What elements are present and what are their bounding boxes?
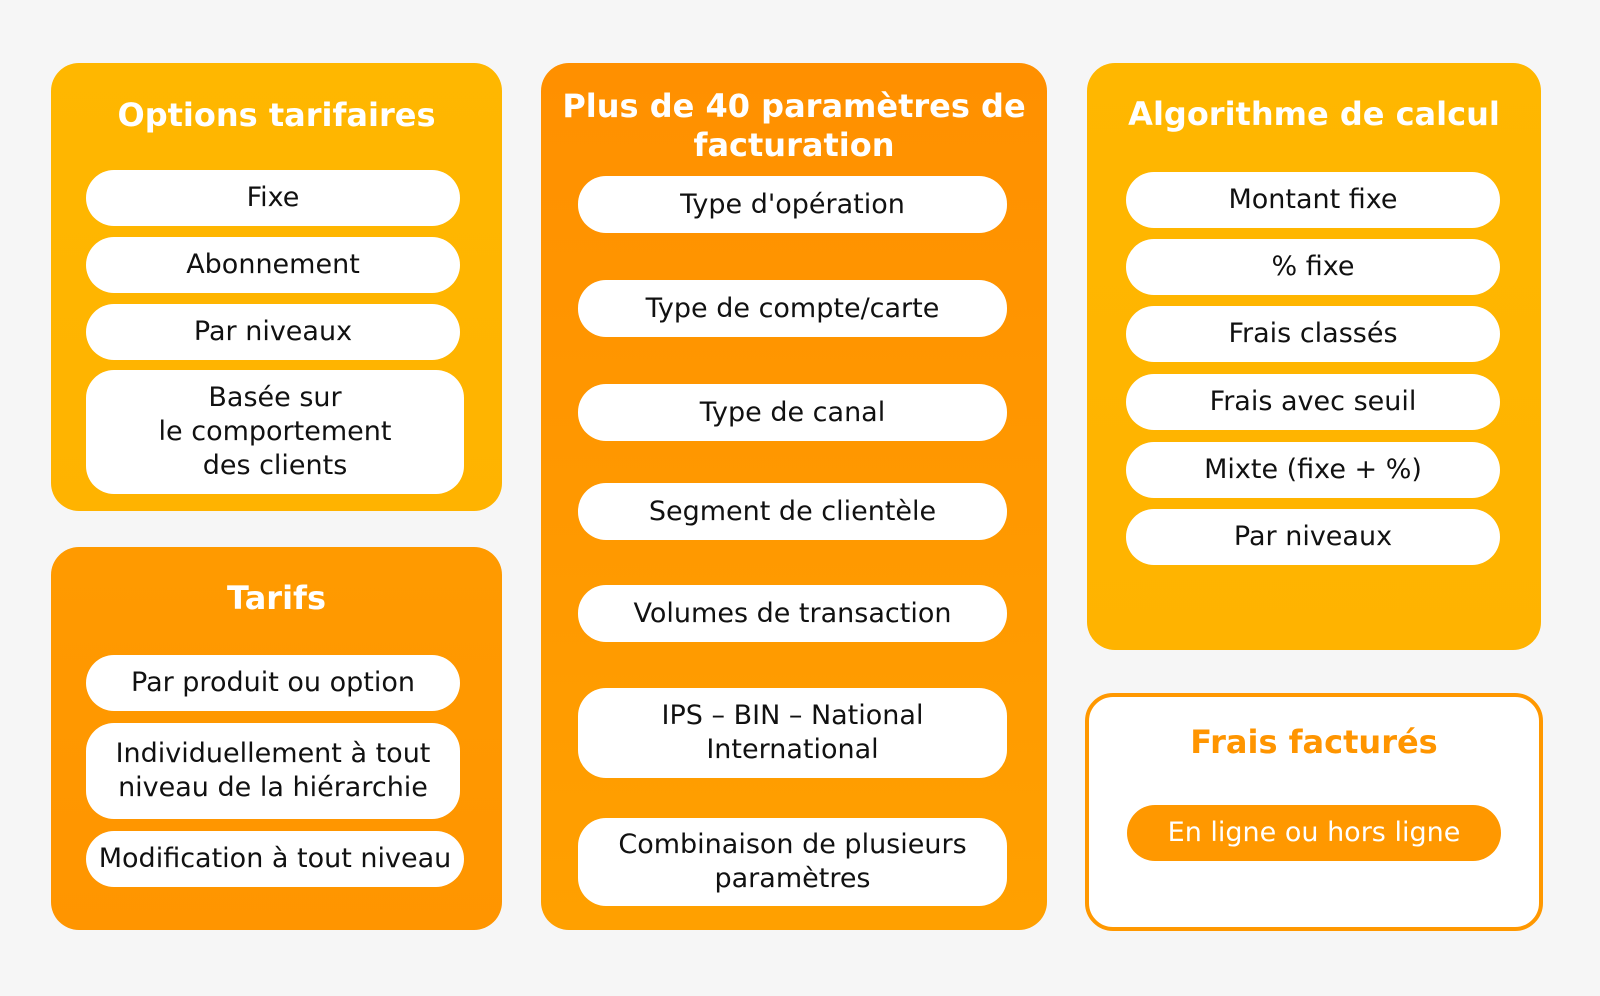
parametres-title: Plus de 40 paramètres de facturation bbox=[562, 87, 1026, 164]
panel-options-tarifaires bbox=[51, 63, 502, 511]
param-type-operation: Type d'opération bbox=[578, 176, 1007, 233]
option-par-niveaux: Par niveaux bbox=[86, 304, 460, 360]
param-ips-bin-national: IPS – BIN – National International bbox=[578, 688, 1007, 778]
algo-par-niveaux: Par niveaux bbox=[1126, 509, 1500, 565]
algo-frais-seuil: Frais avec seuil bbox=[1126, 374, 1500, 430]
param-volumes-transaction: Volumes de transaction bbox=[578, 585, 1007, 642]
option-comportement-clients: Basée sur le comportement des clients bbox=[86, 370, 464, 494]
algo-montant-fixe: Montant fixe bbox=[1126, 172, 1500, 228]
tarif-individuellement: Individuellement à tout niveau de la hiérarchie bbox=[86, 723, 460, 819]
panel-tarifs bbox=[51, 547, 502, 930]
algo-mixte: Mixte (fixe + %) bbox=[1126, 442, 1500, 498]
option-abonnement: Abonnement bbox=[86, 237, 460, 293]
panel-parametres-facturation bbox=[541, 63, 1047, 930]
tarif-modification: Modification à tout niveau bbox=[86, 831, 464, 887]
option-fixe: Fixe bbox=[86, 170, 460, 226]
algo-pourcentage-fixe: % fixe bbox=[1126, 239, 1500, 295]
panel-algorithme-calcul bbox=[1087, 63, 1541, 650]
algorithme-title: Algorithme de calcul bbox=[1128, 95, 1500, 133]
param-type-compte-carte: Type de compte/carte bbox=[578, 280, 1007, 337]
param-type-canal: Type de canal bbox=[578, 384, 1007, 441]
algo-frais-classes: Frais classés bbox=[1126, 306, 1500, 362]
param-combinaison: Combinaison de plusieurs paramètres bbox=[578, 818, 1007, 906]
param-segment-clientele: Segment de clientèle bbox=[578, 483, 1007, 540]
tarif-par-produit: Par produit ou option bbox=[86, 655, 460, 711]
panel-frais-factures bbox=[1085, 693, 1543, 931]
frais-factures-title: Frais facturés bbox=[1190, 723, 1438, 761]
frais-en-ligne-hors-ligne: En ligne ou hors ligne bbox=[1127, 805, 1501, 861]
options-tarifaires-title: Options tarifaires bbox=[117, 96, 436, 134]
tarifs-title: Tarifs bbox=[226, 579, 326, 617]
